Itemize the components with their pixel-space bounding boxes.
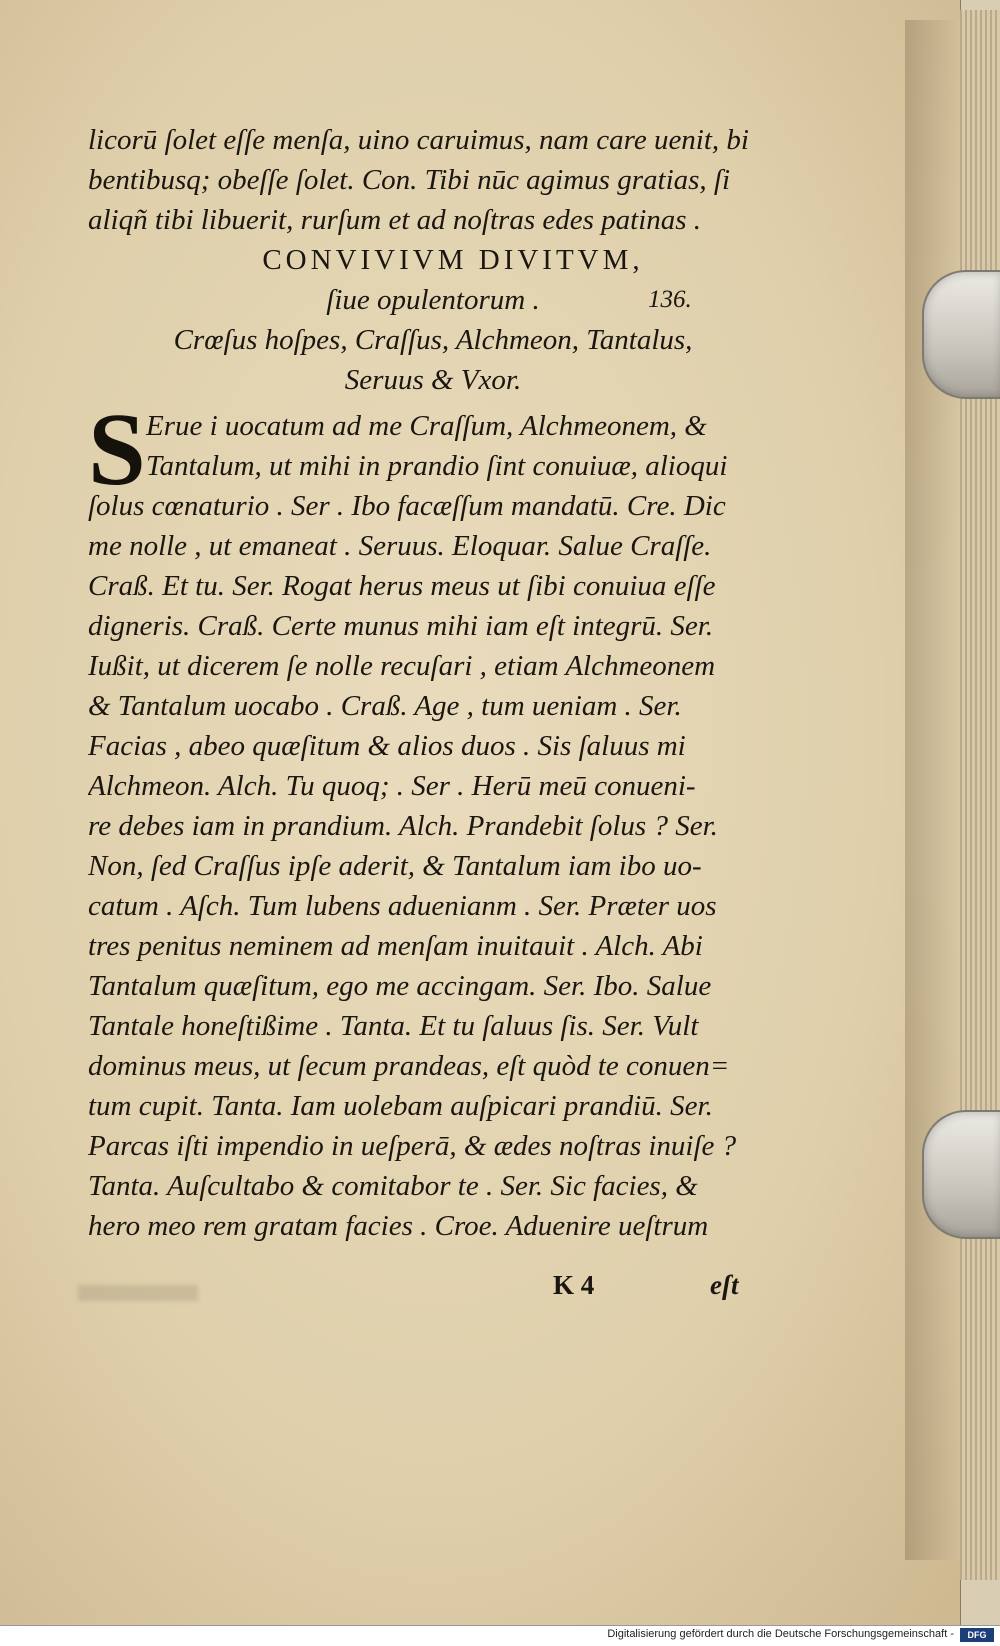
folio-number: 136. (648, 286, 692, 313)
text-line: Tantalum quæſitum, ego me accingam. Ser. Ibo. Salue (88, 970, 712, 1002)
text-line: tres penitus neminem ad menſam inuitauit . Alch. Abi (88, 930, 703, 962)
text-line: Alchmeon. Alch. Tu quoq; . Ser . Herū meū conueni- (88, 770, 696, 802)
signature-mark: K 4 (553, 1270, 595, 1300)
text-line: aliqñ tibi libuerit, rurſum et ad noſtras edes patinas . (88, 204, 702, 236)
text-line: Facias , abeo quæſitum & alios duos . Sis ſaluus mi (88, 730, 686, 762)
text-line: catum . Aſch. Tum lubens aduenianm . Ser. Præter uos (88, 890, 717, 922)
text-line: re debes iam in prandium. Alch. Prandebit ſolus ? Ser. (88, 810, 718, 842)
page-edges (960, 10, 1000, 1580)
text-line: dominus meus, ut ſecum prandeas, eſt quòd te conuen= (88, 1050, 730, 1082)
text-line: Tantalum, ut mihi in prandio ſint conuiuæ, alioqui (146, 450, 728, 482)
page-gutter-shadow (905, 20, 965, 1560)
text-line: Tantale honeſtißime . Tanta. Et tu ſaluus ſis. Ser. Vult (88, 1010, 699, 1042)
dramatis-personae-line-2: Seruus & Vxor. (344, 364, 522, 396)
text-line: me nolle , ut emaneat . Seruus. Eloquar. Salue Craſſe. (88, 530, 712, 562)
text-line: hero meo rem gratam facies . Croe. Aduenire ueſtrum (88, 1210, 709, 1242)
dialogue-body (88, 392, 778, 1246)
text-line: bentibusq; obeſſe ſolet. Con. Tibi nūc agimus gratias, ſi (88, 164, 731, 196)
page-clip-bottom (922, 1110, 1000, 1239)
text-line: Erue i uocatum ad me Craſſum, Alchmeonem, & (146, 410, 707, 442)
text-line: licorū ſolet eſſe menſa, uino caruimus, nam care uenit, bi (88, 124, 749, 156)
text-line: Parcas iſti impendio in ueſperā, & ædes noſtras inuiſe ? (88, 1130, 737, 1162)
text-line: digneris. Craß. Certe munus mihi iam eſt integrū. Ser. (88, 610, 714, 642)
drop-cap: S (88, 392, 146, 507)
section-heading: CONVIVIVM DIVITVM, (262, 244, 644, 276)
text-line: & Tantalum uocabo . Craß. Age , tum ueniam . Ser. (88, 690, 682, 722)
text-line: Non, ſed Craſſus ipſe aderit, & Tantalum iam ibo uo- (88, 850, 702, 882)
text-line: Iußit, ut dicerem ſe nolle recuſari , etiam Alchmeonem (88, 650, 716, 682)
text-line: Craß. Et tu. Ser. Rogat herus meus ut ſibi conuiua eſſe (88, 570, 716, 602)
text-line: tum cupit. Tanta. Iam uolebam auſpicari prandiū. Ser. (88, 1090, 713, 1122)
digitization-footer (0, 1625, 1000, 1646)
funding-credit: Digitalisierung gefördert durch die Deutsche Forschungsgemeinschaft - (607, 1628, 954, 1640)
catchword: eſt (710, 1270, 739, 1300)
text-line: ſolus cœnaturio . Ser . Ibo facæſſum mandatū. Cre. Dic (88, 490, 726, 522)
dfg-logo: DFG (960, 1628, 994, 1642)
library-stamp-smudge (78, 1285, 198, 1301)
section-subheading: ſiue opulentorum . (326, 284, 540, 316)
dramatis-personae-line-1: Crœſus hoſpes, Craſſus, Alchmeon, Tantalus, (173, 324, 693, 356)
text-line: Tanta. Auſcultabo & comitabor te . Ser. Sic facies, & (88, 1170, 698, 1202)
page-clip-top (922, 270, 1000, 399)
